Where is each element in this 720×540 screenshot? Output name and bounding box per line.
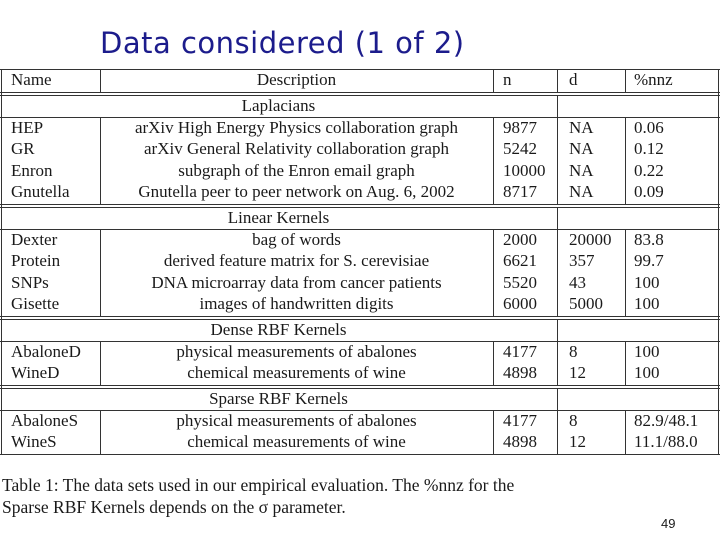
group-title-laplacians: Laplacians xyxy=(241,96,316,115)
row-description: physical measurements of abalones xyxy=(176,411,417,430)
row-n: 6000 xyxy=(503,294,537,313)
row-name: WineD xyxy=(11,363,60,382)
row-d: NA xyxy=(569,118,594,137)
slide-title: Data considered (1 of 2) xyxy=(100,26,465,60)
row-n: 9877 xyxy=(503,118,537,137)
row-description: images of handwritten digits xyxy=(199,294,394,313)
row-n: 5242 xyxy=(503,139,537,158)
row-name: AbaloneS xyxy=(11,411,79,430)
row-name: Enron xyxy=(11,161,53,180)
row-d: NA xyxy=(569,161,594,180)
row-description: physical measurements of abalones xyxy=(176,342,417,361)
row-n: 5520 xyxy=(503,273,537,292)
row-description: chemical measurements of wine xyxy=(187,432,406,451)
row-nnz: 100 xyxy=(634,363,660,382)
row-n: 8717 xyxy=(503,182,537,201)
row-description: Gnutella peer to peer network on Aug. 6, 2002 xyxy=(138,182,455,201)
row-d: NA xyxy=(569,182,594,201)
table-caption xyxy=(2,474,642,518)
header-name: Name xyxy=(11,70,52,89)
row-n: 6621 xyxy=(503,251,537,270)
row-nnz: 0.06 xyxy=(634,118,664,137)
row-d: 12 xyxy=(569,363,586,382)
page-number: 49 xyxy=(661,516,676,531)
header-d: d xyxy=(569,70,578,89)
row-name: Protein xyxy=(11,251,61,270)
row-name: Gisette xyxy=(11,294,60,313)
group-title-sparse-rbf-kernels: Sparse RBF Kernels xyxy=(209,389,348,408)
row-nnz: 100 xyxy=(634,273,660,292)
row-nnz: 83.8 xyxy=(634,230,664,249)
header-description: Description xyxy=(256,70,337,89)
row-name: Dexter xyxy=(11,230,58,249)
row-name: Gnutella xyxy=(11,182,70,201)
row-description: DNA microarray data from cancer patients xyxy=(151,273,442,292)
row-n: 4177 xyxy=(503,411,537,430)
row-d: 12 xyxy=(569,432,586,451)
row-name: AbaloneD xyxy=(11,342,81,361)
row-nnz: 0.09 xyxy=(634,182,664,201)
row-nnz: 100 xyxy=(634,342,660,361)
row-description: subgraph of the Enron email graph xyxy=(178,161,415,180)
row-n: 4898 xyxy=(503,432,537,451)
row-nnz: 11.1/88.0 xyxy=(634,432,698,451)
row-d: 5000 xyxy=(569,294,603,313)
caption-line-2: Sparse RBF Kernels depends on the σ parameter. xyxy=(2,497,346,517)
row-description: arXiv High Energy Physics collaboration graph xyxy=(134,118,459,137)
row-name: HEP xyxy=(11,118,44,137)
row-nnz: 0.12 xyxy=(634,139,664,158)
row-n: 10000 xyxy=(503,161,546,180)
row-nnz: 99.7 xyxy=(634,251,664,270)
row-d: 357 xyxy=(569,251,595,270)
group-title-linear-kernels: Linear Kernels xyxy=(227,208,330,227)
row-nnz: 82.9/48.1 xyxy=(634,411,699,430)
group-title-dense-rbf-kernels: Dense RBF Kernels xyxy=(210,320,347,339)
row-d: 8 xyxy=(569,342,578,361)
row-n: 2000 xyxy=(503,230,537,249)
row-n: 4177 xyxy=(503,342,537,361)
header-n: n xyxy=(503,70,512,89)
row-d: 20000 xyxy=(569,230,612,249)
row-description: chemical measurements of wine xyxy=(187,363,406,382)
row-d: 8 xyxy=(569,411,578,430)
data-table xyxy=(0,69,720,455)
row-name: WineS xyxy=(11,432,57,451)
row-d: NA xyxy=(569,139,594,158)
row-name: GR xyxy=(11,139,35,158)
header-nnz: %nnz xyxy=(634,70,673,89)
row-description: arXiv General Relativity collaboration graph xyxy=(144,139,449,158)
row-nnz: 0.22 xyxy=(634,161,664,180)
row-nnz: 100 xyxy=(634,294,660,313)
caption-line-1: Table 1: The data sets used in our empirical evaluation. The %nnz for the xyxy=(2,475,515,495)
row-description: bag of words xyxy=(252,230,341,249)
row-name: SNPs xyxy=(11,273,49,292)
row-d: 43 xyxy=(569,273,586,292)
row-description: derived feature matrix for S. cerevisiae xyxy=(163,251,430,270)
row-n: 4898 xyxy=(503,363,537,382)
